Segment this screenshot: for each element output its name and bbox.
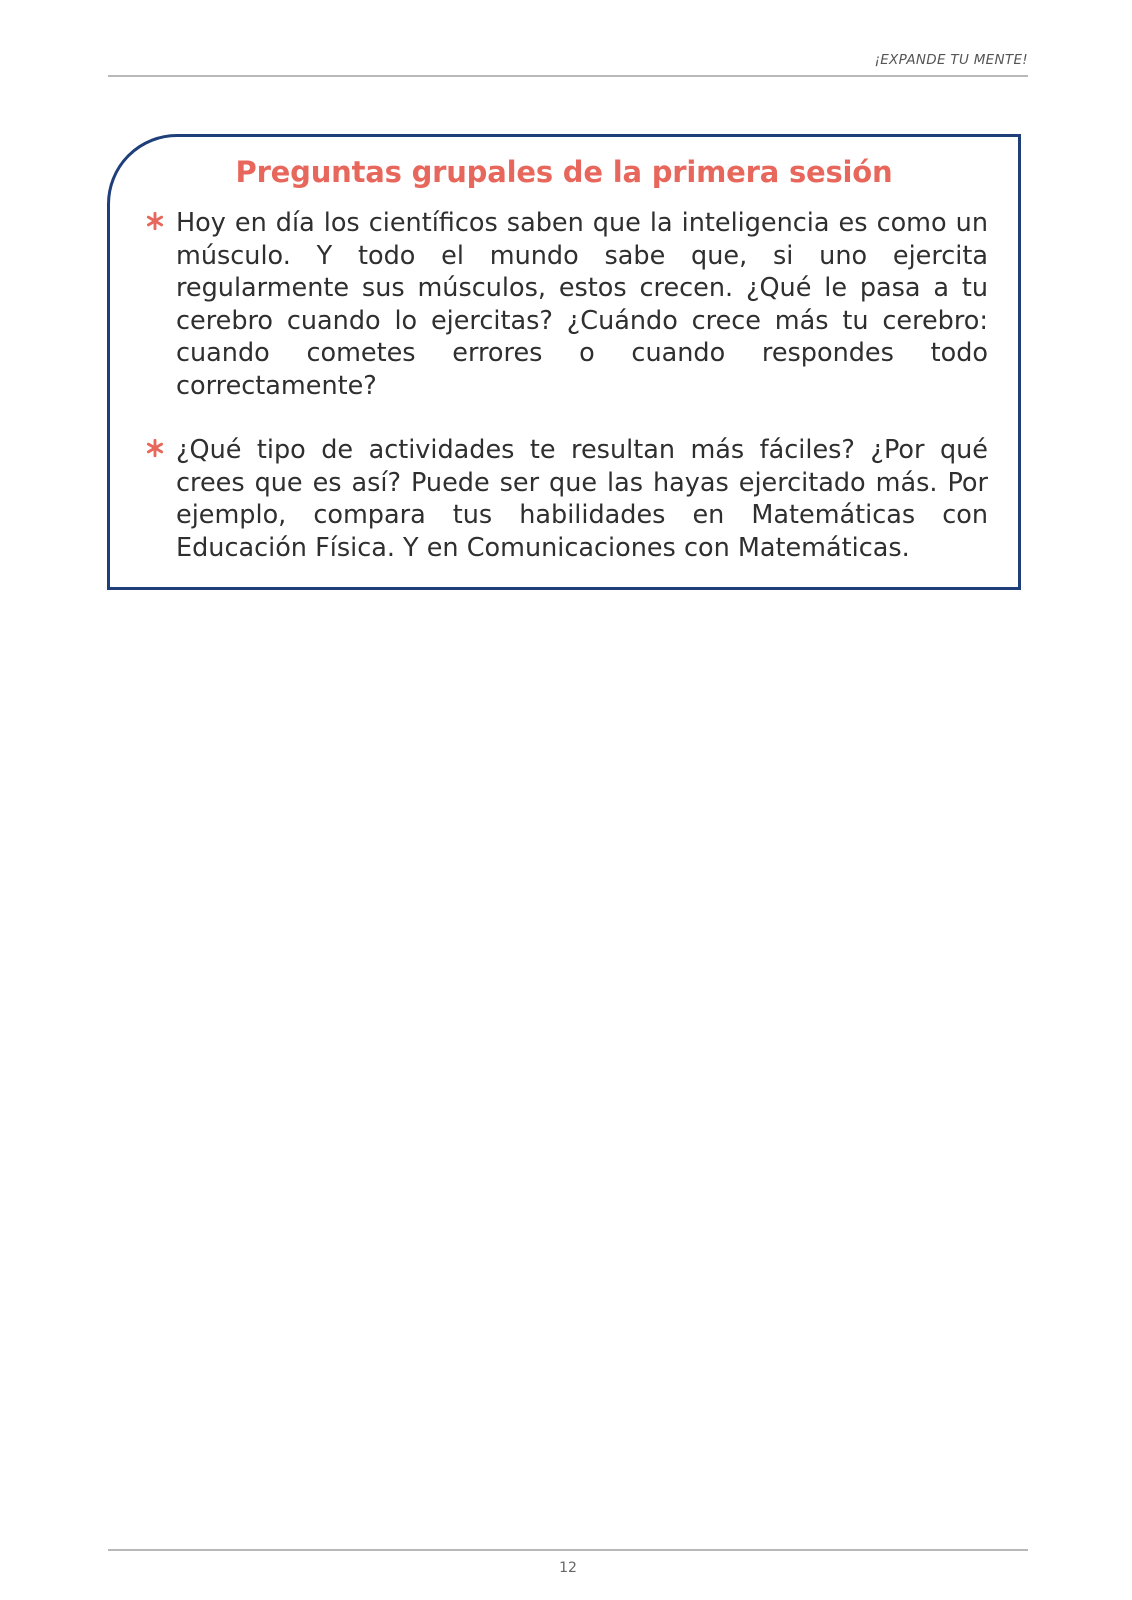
asterisk-icon bbox=[144, 210, 166, 232]
header-rule bbox=[108, 75, 1028, 77]
list-item-text: Hoy en día los científicos saben que la inteligencia es como un músculo. Y todo el mundo sabe que, si uno ejercita regularmente sus músculos, estos crecen. ¿Qué le pasa a tu cerebro cuando lo ejercitas? ¿Cuándo crece más tu cerebro: cuando cometes errores o cuando respondes todo correctamente? bbox=[176, 208, 988, 401]
list-item bbox=[176, 434, 988, 564]
list-item bbox=[176, 207, 988, 402]
box-title: Preguntas grupales de la primera sesión bbox=[235, 155, 893, 189]
running-header: ¡EXPANDE TU MENTE! bbox=[874, 52, 1028, 68]
list-item-text: ¿Qué tipo de actividades te resultan más fáciles? ¿Por qué crees que es así? Puede ser que las hayas ejercitado más. Por ejemplo, compara tus habilidades en Matemáticas con Educación Física. Y en Comunicaciones con Matemáticas. bbox=[176, 435, 988, 563]
questions-box bbox=[107, 134, 1021, 590]
page-number: 12 bbox=[559, 1560, 577, 1576]
asterisk-icon bbox=[144, 437, 166, 459]
footer-rule bbox=[108, 1549, 1028, 1551]
